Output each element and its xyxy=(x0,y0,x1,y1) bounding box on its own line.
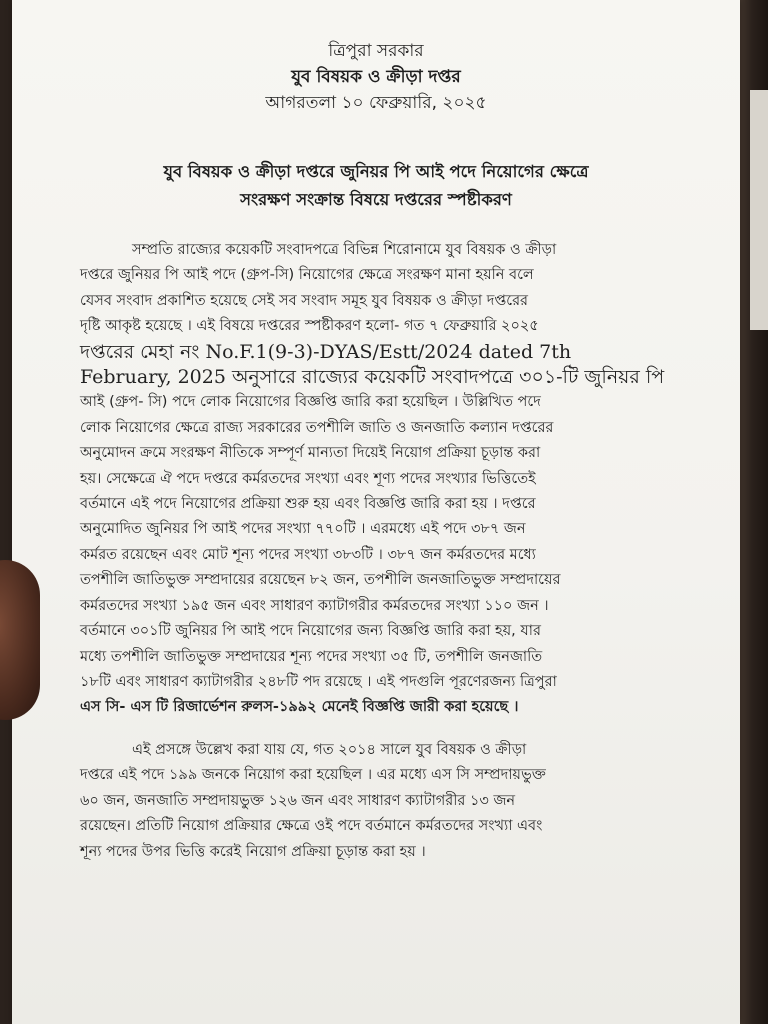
paragraph-line: যেসব সংবাদ প্রকাশিত হয়েছে সেই সব সংবাদ সমূহ যুব বিষয়ক ও ক্রীড়া দপ্তরের xyxy=(80,292,529,309)
paragraph-line: দপ্তরে এই পদে ১৯৯ জনকে নিয়োগ করা হয়েছিল । এর মধ্যে এস সি সম্প্রদায়ভুক্ত xyxy=(80,767,546,784)
subject-heading xyxy=(12,158,740,214)
paragraph-line: কর্মরতদের সংখ্যা ১৯৫ জন এবং সাধারণ ক্যাটাগরীর কর্মরতদের সংখ্যা ১১০ জন । xyxy=(80,597,549,614)
paragraph-line: লোক নিয়োগের ক্ষেত্রে রাজ্য সরকারের তপশীলি জাতি ও জনজাতি কল্যান দপ্তরের xyxy=(80,419,554,436)
document-page xyxy=(12,0,740,1024)
place-date: আগরতলা ১০ ফেব্রুয়ারি, ২০২৫ xyxy=(265,93,487,113)
paragraph-line: অনুমোদিত জুনিয়র পি আই পদের সংখ্যা ৭৭০টি । এরমধ্যে এই পদে ৩৮৭ জন xyxy=(80,521,526,538)
paragraph-line: আই (গ্রুপ- সি) পদে লোক নিয়োগের বিজ্ঞপ্তি জারি করা হয়েছিল । উল্লিখিত পদে xyxy=(80,394,541,411)
memo-number-line: দপ্তরের মেহা নং No.F.1(9-3)-DYAS/Estt/2024 dated 7th xyxy=(80,340,572,363)
paragraph-line: দৃষ্টি আকৃষ্ট হয়েছে । এই বিষয়ে দপ্তরের স্পষ্টীকরণ হলো- গত ৭ ফেব্রুয়ারি ২০২৫ xyxy=(80,318,539,335)
paragraph-line: শূন্য পদের উপর ভিত্তি করেই নিয়োগ প্রক্রিয়া চূড়ান্ত করা হয় । xyxy=(80,843,426,860)
letterhead xyxy=(12,38,740,116)
paragraph-line: এই প্রসঙ্গে উল্লেখ করা যায় যে, গত ২০১৪ সালে যুব বিষয়ক ও ক্রীড়া xyxy=(132,742,527,758)
paragraph-line: এস সি- এস টি রিজার্ভেশন রুলস-১৯৯২ মেনেই বিজ্ঞপ্তি জারী করা হয়েছে । xyxy=(80,699,519,716)
paragraph-line: বর্তমানে ৩০১টি জুনিয়র পি আই পদে নিয়োগের জন্য বিজ্ঞপ্তি জারি করা হয়, যার xyxy=(80,623,541,640)
paragraph-line: ১৮টি এবং সাধারণ ক্যাটাগরীর ২৪৮টি পদ রয়েছে । এই পদগুলি পূরণেরজন্য ত্রিপুরা xyxy=(80,673,557,690)
department-name: যুব বিষয়ক ও ক্রীড়া দপ্তর xyxy=(291,67,461,87)
paragraph-line: সম্প্রতি রাজ্যের কয়েকটি সংবাদপত্রে বিভিন্ন শিরোনামে যুব বিষয়ক ও ক্রীড়া xyxy=(132,242,557,258)
paragraph-line: ৬০ জন, জনজাতি সম্প্রদায়ভুক্ত ১২৬ জন এবং সাধারণ ক্যাটাগরীর ১৩ জন xyxy=(80,792,516,809)
paragraph-line: তপশীলি জাতিভুক্ত সম্প্রদায়ের রয়েছেন ৮২ জন, তপশীলি জনজাতিভুক্ত সম্প্রদায়ের xyxy=(80,572,561,589)
subject-line-1: যুব বিষয়ক ও ক্রীড়া দপ্তরে জুনিয়র পি আই পদে নিয়োগের ক্ষেত্রে xyxy=(163,162,589,181)
paragraph-line: হয়। সেক্ষেত্রে ঐ পদে দপ্তরে কর্মরতদের সংখ্যা এবং শূণ্য পদের সংখ্যার ভিত্তিতেই xyxy=(80,470,536,487)
paragraph-line: বর্তমানে এই পদে নিয়োগের প্রক্রিয়া শুরু হয় এবং বিজ্ঞপ্তি জারি করা হয় । দপ্তরে xyxy=(80,496,536,513)
memo-date-line: February, 2025 অনুসারে রাজ্যের কয়েকটি সংবাদপত্রে ৩০১-টি জুনিয়র পি xyxy=(80,366,665,389)
paragraph-line: রয়েছেন। প্রতিটি নিয়োগ প্রক্রিয়ার ক্ষেত্রে ওই পদে বর্তমানে কর্মরতদের সংখ্যা এবং xyxy=(80,818,543,835)
background-paper-edge xyxy=(750,90,768,330)
subject-line-2: সংরক্ষণ সংক্রান্ত বিষয়ে দপ্তরের স্পষ্টীকরণ xyxy=(240,190,512,209)
paragraph-1 xyxy=(80,238,720,721)
paragraph-2 xyxy=(80,738,720,865)
paragraph-line: অনুমোদন ক্রমে সংরক্ষণ নীতিকে সম্পূর্ণ মান্যতা দিয়েই নিয়োগ প্রক্রিয়া চূড়ান্ত করা xyxy=(80,445,541,462)
paragraph-line: কর্মরত রয়েছেন এবং মোট শূন্য পদের সংখ্যা ৩৮৩টি । ৩৮৭ জন কর্মরতদের মধ্যে xyxy=(80,546,536,563)
government-name: ত্রিপুরা সরকার xyxy=(328,41,424,61)
paragraph-line: মধ্যে তপশীলি জাতিভুক্ত সম্প্রদায়ের শূন্য পদের সংখ্যা ৩৫ টি, তপশীলি জনজাতি xyxy=(80,648,543,665)
paragraph-line: দপ্তরে জুনিয়র পি আই পদে (গ্রুপ-সি) নিয়োগের ক্ষেত্রে সংরক্ষণ মানা হয়নি বলে xyxy=(80,267,534,284)
holding-thumb xyxy=(0,560,40,720)
